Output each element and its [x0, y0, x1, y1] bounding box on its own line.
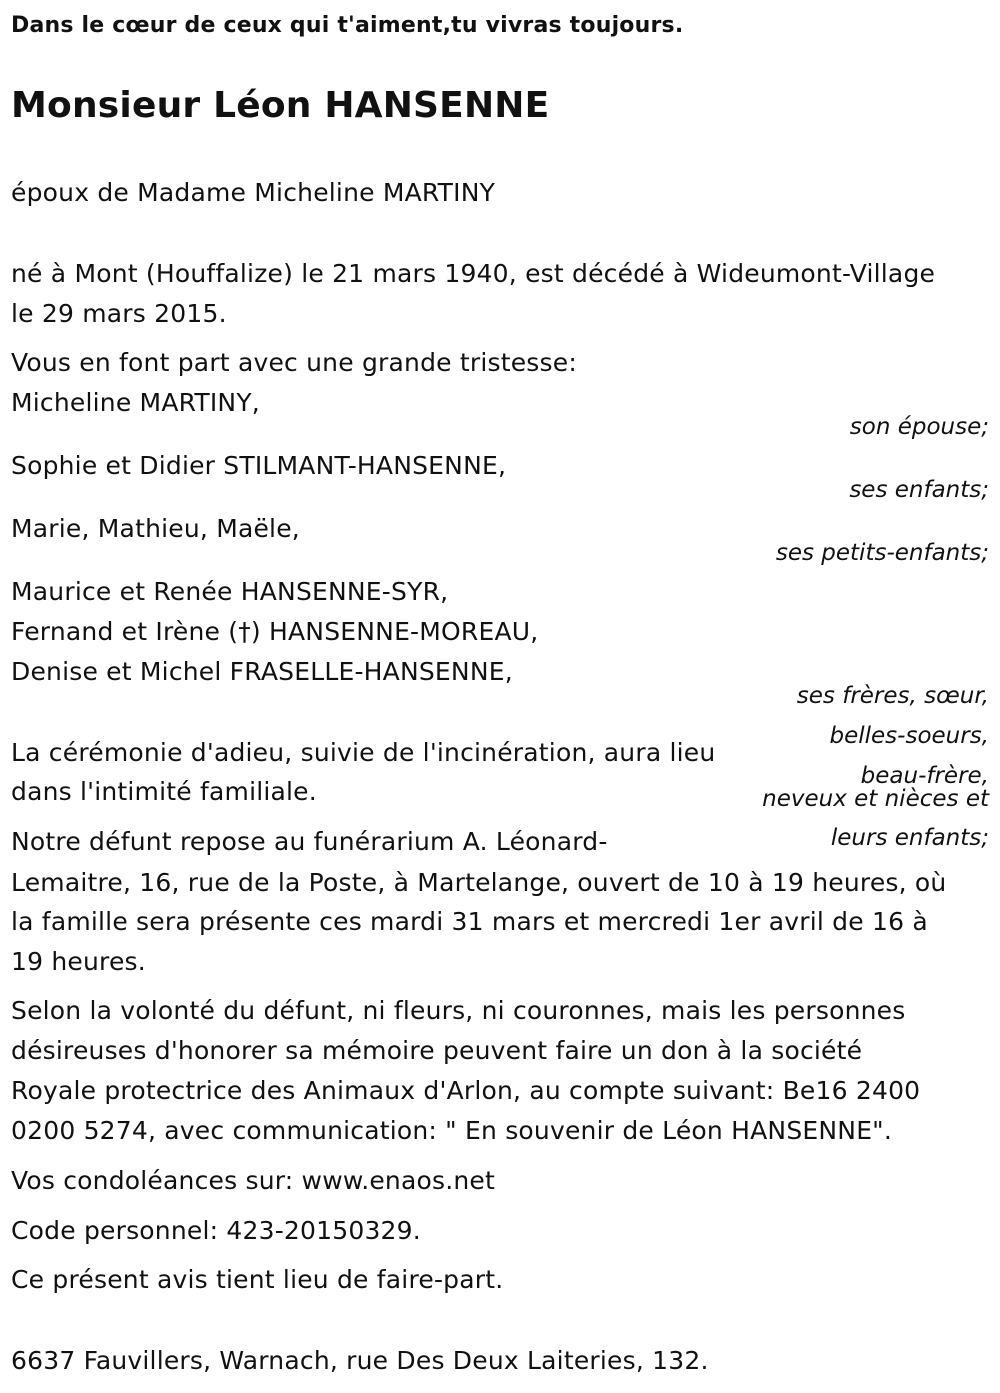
ceremony-line-1: La cérémonie d'adieu, suivie de l'incinération, aura lieu	[11, 738, 716, 767]
personal-code: Code personnel: 423-20150329.	[11, 1216, 421, 1245]
spouse-role: son épouse;	[849, 414, 989, 440]
siblings-role-line-4: neveux et nièces et	[762, 786, 989, 812]
sibling-line-1: Maurice et Renée HANSENNE-SYR,	[11, 577, 449, 606]
condolences-line: Vos condoléances sur: www.enaos.net	[11, 1166, 495, 1195]
spouse-line: époux de Madame Micheline MARTINY	[11, 178, 496, 207]
funerarium-line-3: la famille sera présente ces mardi 31 mars et mercredi 1er avril de 16 à	[11, 907, 928, 936]
donation-line-2: désireuses d'honorer sa mémoire peuvent faire un don à la société	[11, 1036, 863, 1065]
siblings-role-line-2: belles-soeurs,	[829, 723, 989, 749]
donation-line-4: 0200 5274, avec communication: " En souvenir de Léon HANSENNE".	[11, 1116, 893, 1145]
siblings-role-line-1: ses frères, sœur,	[796, 683, 989, 709]
funerarium-line-2: Lemaitre, 16, rue de la Poste, à Martelange, ouvert de 10 à 19 heures, où	[11, 868, 947, 897]
birth-death-line-1: né à Mont (Houffalize) le 21 mars 1940, est décédé à Wideumont-Village	[11, 259, 936, 288]
grandchildren-names: Marie, Mathieu, Maële,	[11, 514, 300, 543]
sibling-line-3: Denise et Michel FRASELLE-HANSENNE,	[11, 657, 513, 686]
notice-line: Ce présent avis tient lieu de faire-part.	[11, 1265, 504, 1294]
deceased-name: Monsieur Léon HANSENNE	[11, 85, 550, 126]
ceremony-line-2: dans l'intimité familiale.	[11, 777, 317, 806]
children-names: Sophie et Didier STILMANT-HANSENNE,	[11, 451, 507, 480]
birth-death-line-2: le 29 mars 2015.	[11, 299, 227, 328]
donation-line-1: Selon la volonté du défunt, ni fleurs, ni couronnes, mais les personnes	[11, 996, 906, 1025]
address-line: 6637 Fauvillers, Warnach, rue Des Deux Laiteries, 132.	[11, 1346, 709, 1375]
epitaph: Dans le cœur de ceux qui t'aiment,tu vivras toujours.	[11, 13, 684, 38]
funerarium-line-4: 19 heures.	[11, 947, 146, 976]
announcement-intro: Vous en font part avec une grande tristesse:	[11, 348, 577, 377]
siblings-role-line-3: beau-frère,	[860, 763, 989, 789]
grandchildren-role: ses petits-enfants;	[775, 540, 989, 566]
siblings-role-line-5: leurs enfants;	[830, 825, 989, 851]
donation-line-3: Royale protectrice des Animaux d'Arlon, au compte suivant: Be16 2400	[11, 1076, 921, 1105]
sibling-line-2: Fernand et Irène (†) HANSENNE-MOREAU,	[11, 617, 539, 646]
children-role: ses enfants;	[849, 477, 989, 503]
funerarium-line-1: Notre défunt repose au funérarium A. Léonard-	[11, 827, 608, 856]
spouse-name: Micheline MARTINY,	[11, 388, 260, 417]
